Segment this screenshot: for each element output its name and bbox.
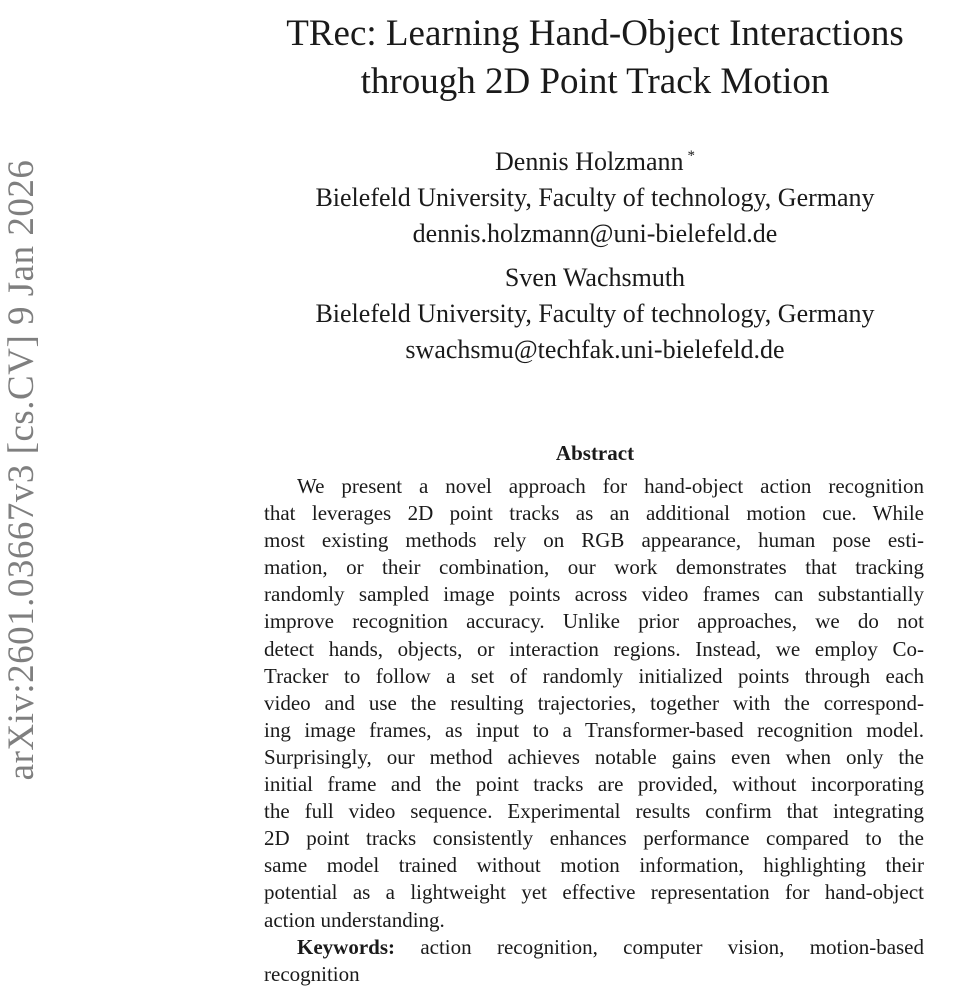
- abstract-line: mation, or their combination, our work demonstrates that tracking: [264, 555, 924, 580]
- abstract-line: initial frame and the point tracks are provided, without incorporating: [264, 772, 924, 797]
- abstract-line: that leverages 2D point tracks as an additional motion cue. While: [264, 501, 924, 526]
- abstract-line: detect hands, objects, or interaction regions. Instead, we employ Co-: [264, 636, 924, 661]
- author-1-email: dennis.holzmann@uni-bielefeld.de: [412, 219, 778, 248]
- author-2-affiliation: Bielefeld University, Faculty of technology, Germany: [315, 299, 875, 328]
- abstract-line: Tracker to follow a set of randomly initialized points through each: [264, 663, 924, 688]
- paper-title-line-2: through 2D Point Track Motion: [360, 61, 830, 102]
- abstract-line: 2D point tracks consistently enhances performance compared to the: [264, 826, 924, 851]
- author-block-2: [245, 260, 945, 368]
- keywords-label: Keywords:: [297, 934, 395, 959]
- abstract-line: action understanding.: [264, 907, 445, 932]
- author-2-email: swachsmu@techfak.uni-bielefeld.de: [405, 335, 785, 364]
- abstract-line: same model trained without motion information, highlighting their: [264, 853, 924, 878]
- author-1-name-line: [245, 138, 945, 180]
- abstract-line: Surprisingly, our method achieves notable gains even when only the: [264, 744, 924, 769]
- abstract-line: randomly sampled image points across video frames can substantially: [264, 582, 924, 607]
- arxiv-identifier-text: arXiv:2601.03667v3 [cs.CV] 9 Jan 2026: [1, 159, 42, 781]
- author-1-name: Dennis Holzmann: [495, 147, 684, 176]
- author-1-footnote-marker: *: [687, 148, 695, 164]
- author-block-1: [245, 138, 945, 252]
- abstract-heading: Abstract: [555, 441, 635, 465]
- keywords-text: action recognition, computer vision, motion-based: [420, 934, 925, 959]
- abstract-line: ing image frames, as input to a Transformer-based recognition model.: [264, 717, 924, 742]
- abstract-line: potential as a lightweight yet effective representation for hand-object: [264, 880, 924, 905]
- paper-title: [235, 10, 955, 106]
- author-2-name: Sven Wachsmuth: [504, 263, 686, 292]
- keywords-line-2: recognition: [264, 961, 360, 986]
- abstract-body: [264, 473, 924, 988]
- abstract-line: We present a novel approach for hand-object action recognition: [297, 474, 924, 498]
- abstract-line: most existing methods rely on RGB appearance, human pose esti-: [264, 528, 924, 553]
- keywords-line: [264, 934, 924, 961]
- abstract-line: improve recognition accuracy. Unlike prior approaches, we do not: [264, 609, 924, 634]
- author-1-affiliation: Bielefeld University, Faculty of technology, Germany: [315, 183, 875, 212]
- abstract-line: the full video sequence. Experimental results confirm that integrating: [264, 799, 924, 824]
- abstract-line: video and use the resulting trajectories, together with the correspond-: [264, 690, 924, 715]
- paper-title-line-1: TRec: Learning Hand-Object Interactions: [286, 13, 904, 54]
